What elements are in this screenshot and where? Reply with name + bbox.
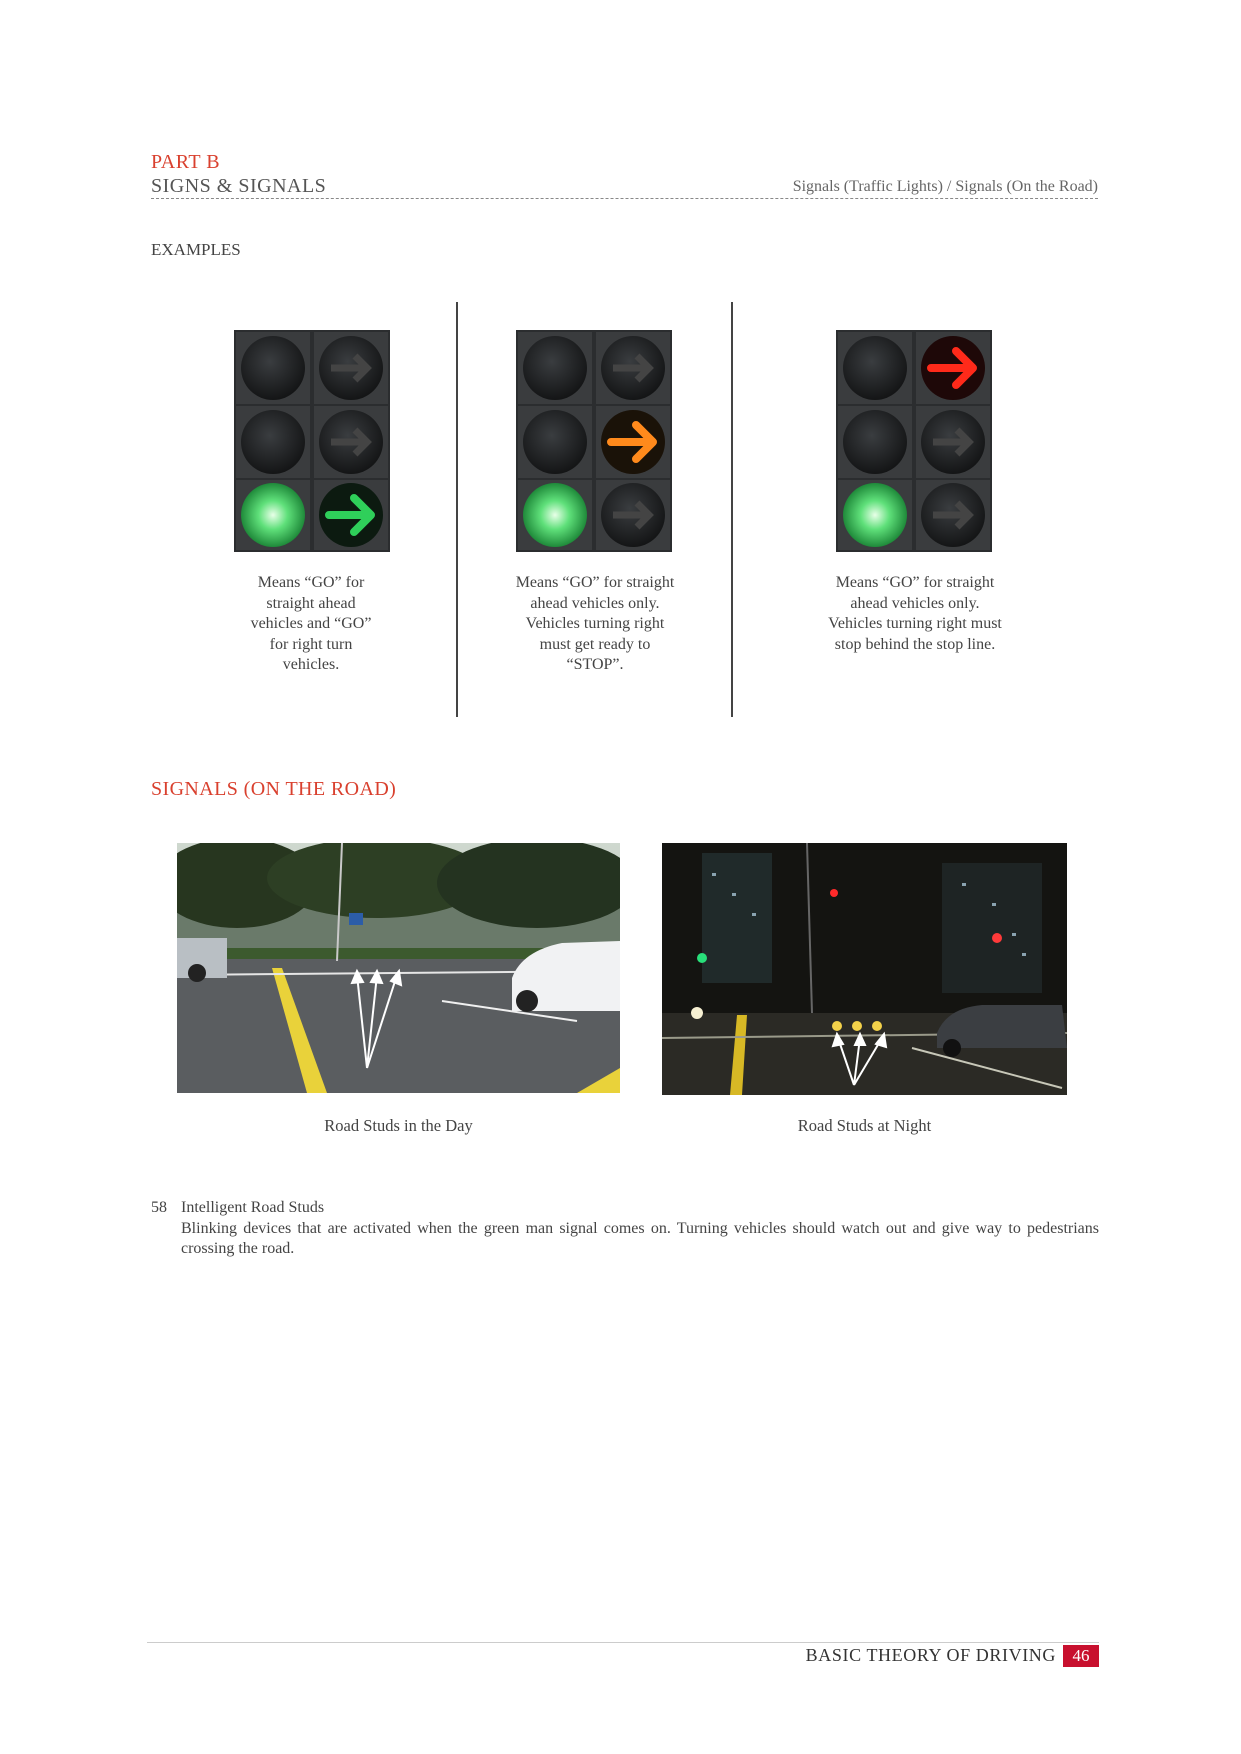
caption-line: for right turn [269, 635, 353, 653]
caption-line: vehicles and “GO” [250, 615, 372, 632]
road-studs-night-caption: Road Studs at Night [797, 1116, 932, 1135]
caption-line: must get ready to [539, 635, 651, 653]
footnote-number: 58 [151, 1199, 167, 1216]
caption-line: Vehicles turning right must [828, 615, 1002, 632]
caption-2 [490, 573, 700, 676]
caption-line: ahead vehicles only. [850, 594, 980, 612]
signals-on-road-title: SIGNALS (ON THE ROAD) [151, 778, 397, 800]
caption-line: ahead vehicles only. [530, 594, 660, 612]
footer-title: BASIC THEORY OF DRIVING [805, 1645, 1056, 1665]
road-studs-day-photo [177, 843, 620, 1093]
caption-line: Means “GO” for straight [515, 574, 675, 591]
caption-line: Vehicles turning right [525, 615, 665, 632]
page-number: 46 [1063, 1645, 1099, 1667]
footnote-body: Blinking devices that are activated when the green man signal comes on. Turning vehicles should watch out and give way to pedestrians crossing the road. [181, 1219, 1099, 1257]
traffic-light-amber-arrow [516, 330, 672, 552]
traffic-light-green-arrow [234, 330, 390, 552]
footer-divider [147, 1642, 1099, 1643]
road-studs-day-caption: Road Studs in the Day [324, 1116, 473, 1135]
caption-line: stop behind the stop line. [834, 635, 996, 653]
examples-heading: EXAMPLES [151, 240, 241, 259]
caption-line: vehicles. [282, 656, 340, 673]
header-divider [151, 198, 1098, 199]
section-title: SIGNS & SIGNALS [151, 175, 327, 197]
breadcrumb: Signals (Traffic Lights) / Signals (On the Road) [792, 178, 1098, 195]
caption-line: Means “GO” for [257, 574, 365, 591]
column-divider-2 [731, 302, 733, 717]
caption-3 [790, 573, 1040, 655]
part-label: PART B [151, 151, 221, 173]
caption-line: Means “GO” for straight [835, 574, 995, 591]
caption-line: straight ahead [266, 594, 356, 612]
road-studs-night-photo [662, 843, 1067, 1095]
caption-line: “STOP”. [566, 656, 624, 673]
traffic-light-red-arrow [836, 330, 992, 552]
caption-1 [233, 573, 389, 676]
footnote-title: Intelligent Road Studs [181, 1199, 325, 1216]
column-divider-1 [456, 302, 458, 717]
